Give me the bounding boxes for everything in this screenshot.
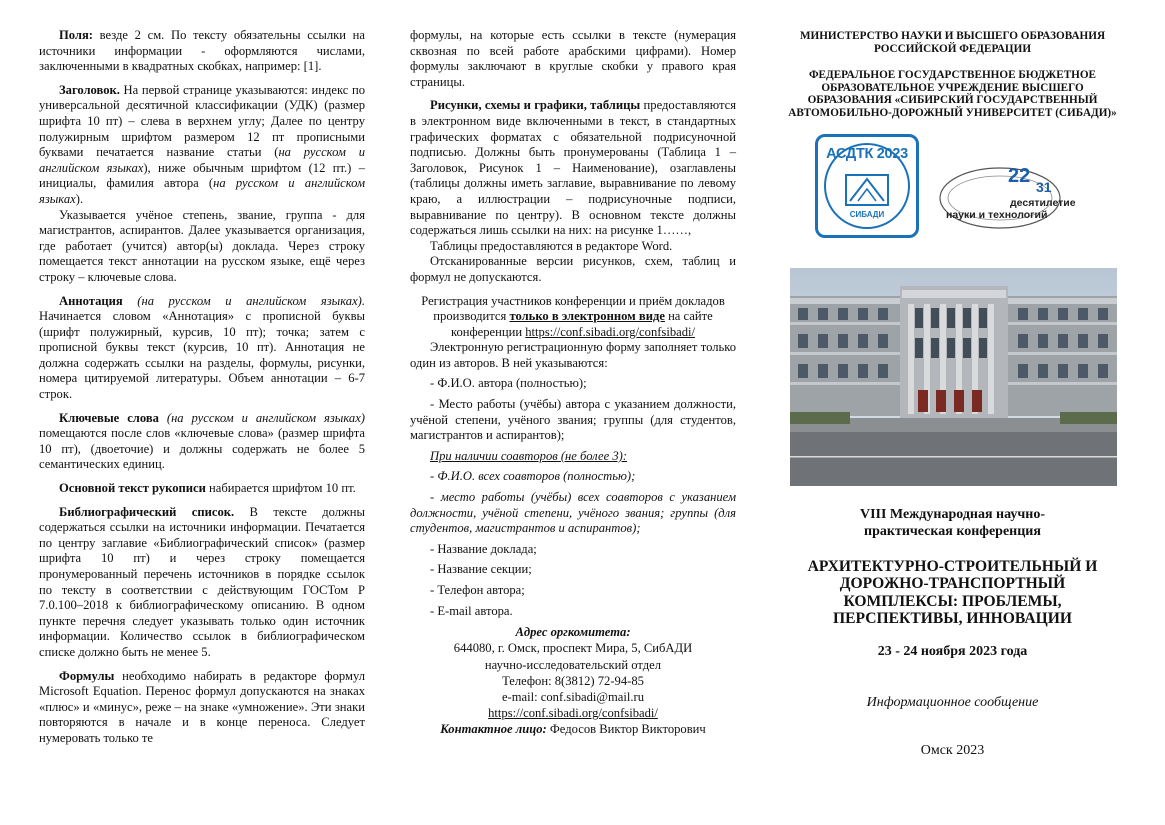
figures-paragraph: [410, 98, 736, 238]
building-photo-icon: [790, 268, 1117, 486]
decade-num-2: 31: [1036, 178, 1052, 195]
list-item-email: - E-mail автора.: [430, 603, 513, 618]
contact-name: Федосов Виктор Викторович: [546, 722, 706, 737]
keywords-italic: (на русском и английском языках): [158, 410, 365, 425]
title-text-italic: на русском и английском языках: [39, 176, 366, 206]
fields-paragraph: [39, 28, 365, 75]
main-text-label: Основной текст рукописи: [59, 481, 206, 496]
address-label: [410, 624, 736, 640]
title-paragraph: [39, 83, 365, 208]
conference-date: 23 - 24 ноября 2023 года: [877, 643, 1028, 659]
co-fio-text: - Ф.И.О. всех соавторов (полностью);: [430, 469, 636, 484]
column-requirements: [39, 28, 365, 747]
asdtk-logo: [815, 134, 919, 238]
title-text: ), ниже обычным шрифтом (12 пт.) – инициалы, фамилия автора (: [39, 160, 365, 191]
title-text: ).: [75, 191, 84, 206]
list-item-phone: - Телефон автора;: [430, 583, 525, 597]
ministry-title: МИНИСТЕРСТВО НАУКИ И ВЫСШЕГО ОБРАЗОВАНИЯ РОССИЙСКОЙ ФЕДЕРАЦИИ: [799, 30, 1106, 55]
degree-paragraph: Указывается учёное степень, звание, группа - для магистрантов, аспирантов. Далее указывается организация, где работает (учится) автор(ы) доклада. Через строку помещается текст аннотации на русском языке, ещё через строку – ключевые слова.: [39, 207, 365, 284]
asdtk-logo-emblem-icon: [836, 171, 898, 223]
formulas-label: Формулы: [59, 668, 115, 683]
address-link-text[interactable]: https://conf.sibadi.org/confsibadi/: [488, 706, 658, 721]
list-item-co-fio: [410, 469, 736, 485]
decade-num-1: 22: [1008, 164, 1031, 187]
scanned-paragraph: Отсканированные версии рисунков, схем, таблиц и формул не допускаются.: [410, 254, 736, 284]
keywords-text: помещаются после слов «ключевые слова» (размер шрифта 10 пт), (двоеточие) и должны содержать не более 5 семантических единиц.: [39, 426, 365, 472]
conference-title: АРХИТЕКТУРНО-СТРОИТЕЛЬНЫЙ И ДОРОЖНО-ТРАНСПОРТНЫЙ КОМПЛЕКСЫ: ПРОБЛЕМЫ, ПЕРСПЕКТИВЫ, ИННОВАЦИИ: [807, 557, 1098, 628]
university-building-photo: [790, 268, 1117, 486]
decade-line-1: десятилетие: [1010, 196, 1076, 209]
list-item-report: - Название доклада;: [430, 541, 537, 556]
title-text-italic: на русском и английском языках: [39, 145, 365, 175]
logos-row: [780, 132, 1125, 250]
registration-bold: только в электронном виде: [509, 309, 665, 324]
form-paragraph: Электронную регистрационную форму заполняет только один из авторов. В ней указываются:: [410, 340, 736, 370]
contact-person: [410, 721, 736, 737]
abstract-label: Аннотация: [59, 293, 123, 308]
title-text: На первой странице указываются: индекс по универсальной десятичной классификации (УДК) (размер шрифта 10 пт) – слева в верхнем углу; Далее по центру полужирным шрифтом размером 12 пт прописными буквами печатается название статьи (: [39, 82, 365, 160]
decade-line-2: науки и технологий: [946, 208, 1048, 221]
abstract-paragraph: [39, 294, 365, 403]
address-link[interactable]: [410, 705, 736, 721]
address-label-text: Адрес оргкомитета:: [515, 625, 631, 640]
list-item-co-work: [410, 490, 736, 537]
abstract-text: Начинается словом «Аннотация» с прописной буквы (шрифт полужирный, курсив, 10 пт); точка; затем с прописной буквы текст (курсив, 10 пт). Аннотация не должна содержать ссылки на разделы, формулы, рисунки, номера цитируемой литературы. Объем аннотации – 6-7 строк.: [39, 309, 365, 402]
university-title: ФЕДЕРАЛЬНОЕ ГОСУДАРСТВЕННОЕ БЮДЖЕТНОЕ ОБРАЗОВАТЕЛЬНОЕ УЧРЕЖДЕНИЕ ВЫСШЕГО ОБРАЗОВАНИЯ «СИБИРСКИЙ ГОСУДАРСТВЕННЫЙ АВТОМОБИЛЬНО-ДОРОЖНЫЙ УНИВЕРСИТЕТ (СИБАДИ)»: [788, 69, 1117, 119]
co-work-text: - место работы (учёбы) всех соавторов с указанием должности, учёной степени, учёного звания; группы (для студентов, магистрантов и аспирантов);: [410, 490, 736, 536]
asdtk-logo-sub: СИБАДИ: [849, 209, 885, 219]
city-year: Омск 2023: [920, 742, 985, 758]
list-item-fio: - Ф.И.О. автора (полностью);: [430, 376, 587, 391]
column-cover: [780, 30, 1125, 758]
contact-label: Контактное лицо:: [440, 722, 547, 737]
coauthors-label: [410, 449, 736, 465]
organizing-committee-address: [410, 624, 736, 737]
column-registration: [410, 28, 736, 738]
formulas-text: необходимо набирать в редакторе формул Microsoft Equation. Перенос формул допускаются на знаках «плюс» и «минус», реже – на знаке «умножение». Эти знаки повторяются в начале и в конце переноса. Следует нумеровать только те: [39, 668, 365, 745]
info-message-label: Информационное сообщение: [866, 695, 1039, 711]
bibliography-paragraph: [39, 505, 365, 661]
bibliography-label: Библиографический список.: [59, 504, 235, 519]
fields-text: везде 2 см. По тексту обязательны ссылки на источники информации - оформляются числами, заключенными в квадратных скобках, например: [1].: [39, 28, 365, 74]
list-item-section: - Название секции;: [430, 562, 532, 577]
address-line: 644080, г. Омск, проспект Мира, 5, СибАДИ: [453, 641, 693, 656]
figures-text: предоставляются в электронном виде включенными в текст, в стандартных графических форматах с обязательной подрисуночной подписью. Должны быть пронумерованы (Таблица 1 – Заголовок, Рисунок 1 – Наименование), озаглавлены (таблицы должны иметь заглавие, выравнивание по левому краю, а иллюстрации – подрисуночные подписи, выравнивание по центру). В основном тексте должны содержаться лишь ссылки на них: на рисунке 1……,: [410, 98, 736, 238]
registration-paragraph: [410, 294, 736, 341]
decade-science-emblem-icon: [938, 154, 1078, 238]
title-label: Заголовок.: [59, 82, 120, 97]
main-text-text: набирается шрифтом 10 пт.: [205, 481, 356, 496]
decade-science-logo: [938, 154, 1078, 238]
address-department: научно-исследовательский отдел: [484, 657, 662, 672]
keywords-label: Ключевые слова: [59, 410, 159, 425]
registration-text: Регистрация участников конференции и приём докладов производится: [421, 293, 725, 324]
asdtk-logo-text: АСДТК 2023: [826, 145, 908, 162]
coauthors-label-text: При наличии соавторов (не более 3):: [430, 448, 628, 463]
abstract-italic: (на русском и английском языках).: [122, 293, 365, 308]
registration-link[interactable]: https://conf.sibadi.org/confsibadi/: [525, 324, 696, 339]
registration-text: на сайте конференции: [450, 309, 713, 339]
tables-paragraph: Таблицы предоставляются в редакторе Word.: [430, 238, 673, 253]
keywords-paragraph: [39, 411, 365, 473]
formulas-continued: формулы, на которые есть ссылки в тексте (нумерация сквозная по всей работе арабскими цифрами). Номер формулы заключают в круглые скобки у правого края страницы.: [410, 28, 736, 89]
conference-number: VIII Международная научно-практическая конференция: [859, 506, 1046, 539]
fields-label: Поля:: [59, 28, 93, 42]
figures-label: Рисунки, схемы и графики, таблицы: [430, 98, 641, 113]
address-email[interactable]: e-mail: conf.sibadi@mail.ru: [501, 690, 645, 704]
main-text-paragraph: [39, 481, 365, 497]
formulas-paragraph: [39, 669, 365, 747]
bibliography-text: В тексте должны содержаться ссылки на источники информации. Печатается по центру заглавие «Библиографический список» (размер шрифта 10 пт) и через строку помещается пронумерованный перечень источников в порядке ссылок по тексту в соответствии с действующим ГОСТом Р 7.0.100–2018 к библиографическому описанию. В одном пункте перечня следует указывать только один источник информации. Количество ссылок в библиографическом списке должно быть не менее 5.: [39, 504, 365, 659]
address-phone: Телефон: 8(3812) 72-94-85: [502, 673, 644, 688]
list-item-work: - Место работы (учёбы) автора с указанием должности, учёной степени, учёного звания; группы (для студентов, магистрантов и аспирантов);: [410, 397, 736, 443]
